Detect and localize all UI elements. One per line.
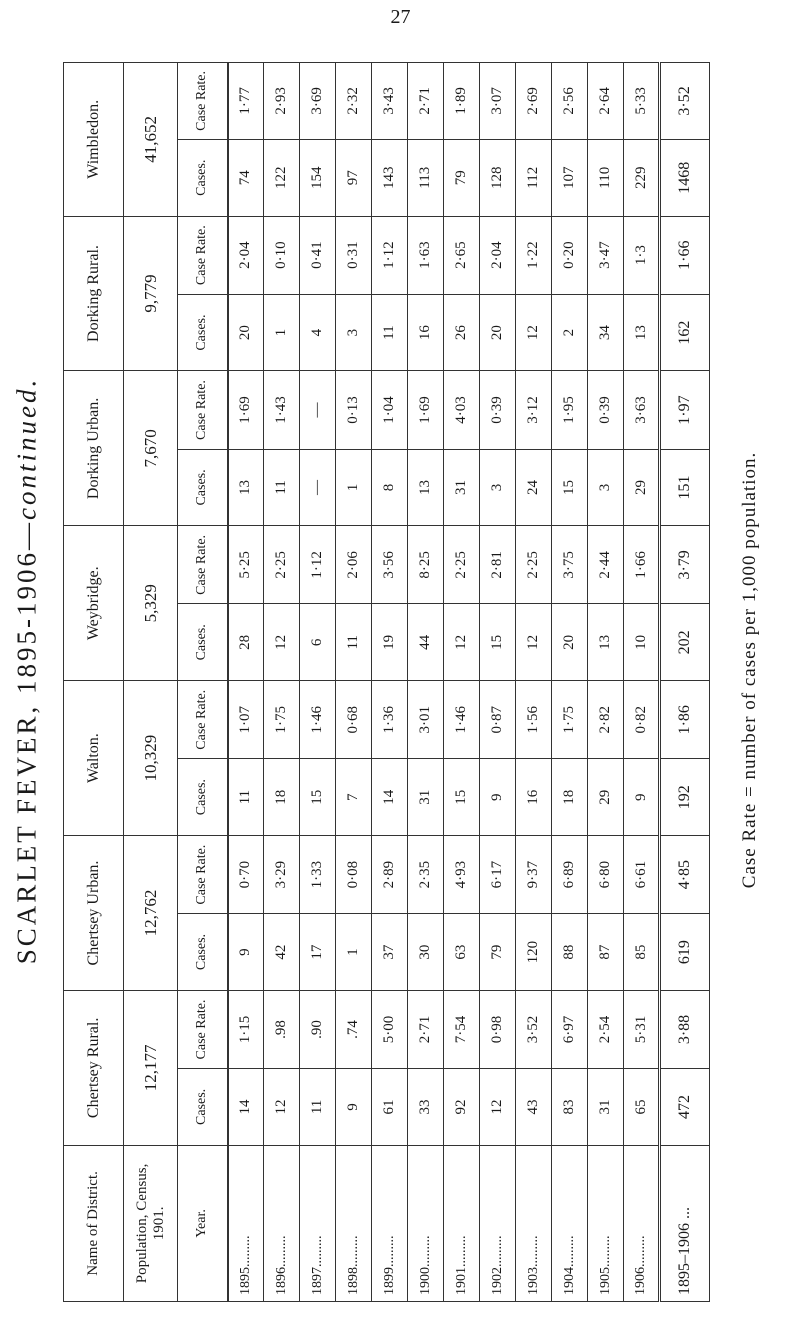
cases-cell: 143 bbox=[372, 139, 408, 216]
year-cell: 1897......... bbox=[300, 1145, 336, 1301]
cases-cell: 30 bbox=[408, 914, 444, 991]
case-rate-cell: 0·10 bbox=[264, 216, 300, 294]
case-rate-cell: 7·54 bbox=[444, 990, 480, 1068]
case-rate-cell: 1·69 bbox=[408, 371, 444, 449]
cases-cell: 31 bbox=[444, 449, 480, 526]
case-rate-cell: 3·29 bbox=[264, 836, 300, 914]
case-rate-cell: 9·37 bbox=[516, 836, 552, 914]
case-rate-cell: 1·86 bbox=[660, 681, 710, 759]
cases-cell: 110 bbox=[588, 139, 624, 216]
case-rate-cell: 3·07 bbox=[480, 63, 516, 140]
total-row bbox=[660, 63, 710, 1302]
cases-cell: 18 bbox=[552, 759, 588, 836]
table-row bbox=[444, 63, 480, 1302]
table-rotator bbox=[63, 62, 709, 1302]
cases-cell: 34 bbox=[588, 294, 624, 371]
cases-cell: 29 bbox=[624, 449, 660, 526]
case-rate-cell: 1·56 bbox=[516, 681, 552, 759]
cases-cell: 202 bbox=[660, 604, 710, 681]
case-rate-cell: 1·69 bbox=[228, 371, 264, 449]
case-rate-cell: 3·43 bbox=[372, 63, 408, 140]
cases-cell: 192 bbox=[660, 759, 710, 836]
case-rate-cell: 2·06 bbox=[336, 526, 372, 604]
cases-cell: 154 bbox=[300, 139, 336, 216]
case-rate-cell: 0·68 bbox=[336, 681, 372, 759]
population-header: Population, Census, 1901. bbox=[124, 1145, 178, 1301]
cases-cell: 13 bbox=[228, 449, 264, 526]
cases-cell: 74 bbox=[228, 139, 264, 216]
cases-cell: 28 bbox=[228, 604, 264, 681]
cases-cell: 15 bbox=[552, 449, 588, 526]
case-rate-cell: .98 bbox=[264, 990, 300, 1068]
cases-cell: 19 bbox=[372, 604, 408, 681]
case-rate-cell: 2·56 bbox=[552, 63, 588, 140]
year-cell: 1903......... bbox=[516, 1145, 552, 1301]
case-rate-cell: 2·93 bbox=[264, 63, 300, 140]
year-cell: 1898......... bbox=[336, 1145, 372, 1301]
case-rate-cell: 0·20 bbox=[552, 216, 588, 294]
case-rate-cell: 8·25 bbox=[408, 526, 444, 604]
case-rate-cell: 1·12 bbox=[372, 216, 408, 294]
cases-cell: 229 bbox=[624, 139, 660, 216]
case-rate-cell: 3·88 bbox=[660, 990, 710, 1068]
case-rate-cell: 0·39 bbox=[588, 371, 624, 449]
case-rate-cell: 2·04 bbox=[480, 216, 516, 294]
case-rate-cell: 0·82 bbox=[624, 681, 660, 759]
year-cell: 1904......... bbox=[552, 1145, 588, 1301]
cases-cell: 7 bbox=[336, 759, 372, 836]
cases-cell: 29 bbox=[588, 759, 624, 836]
case-rate-cell: 2·82 bbox=[588, 681, 624, 759]
table-row bbox=[624, 63, 660, 1302]
cases-cell: 113 bbox=[408, 139, 444, 216]
table-row bbox=[264, 63, 300, 1302]
case-rate-cell: 0·41 bbox=[300, 216, 336, 294]
cases-header: Cases. bbox=[178, 1069, 228, 1146]
cases-cell: 128 bbox=[480, 139, 516, 216]
case-rate-cell: 0·13 bbox=[336, 371, 372, 449]
cases-cell: 1 bbox=[264, 294, 300, 371]
table-row bbox=[516, 63, 552, 1302]
cases-cell: 9 bbox=[336, 1069, 372, 1146]
case-rate-cell: 1·89 bbox=[444, 63, 480, 140]
case-rate-cell: 1·46 bbox=[300, 681, 336, 759]
case-rate-cell: 2·89 bbox=[372, 836, 408, 914]
cases-header: Cases. bbox=[178, 759, 228, 836]
year-cell: 1902......... bbox=[480, 1145, 516, 1301]
table-container bbox=[63, 62, 709, 1302]
case-rate-header: Case Rate. bbox=[178, 681, 228, 759]
cases-cell: — bbox=[300, 449, 336, 526]
case-rate-cell: 2·71 bbox=[408, 63, 444, 140]
cases-cell: 4 bbox=[300, 294, 336, 371]
cases-cell: 3 bbox=[480, 449, 516, 526]
case-rate-cell: 2·25 bbox=[264, 526, 300, 604]
cases-cell: 12 bbox=[444, 604, 480, 681]
cases-cell: 31 bbox=[408, 759, 444, 836]
cases-cell: 61 bbox=[372, 1069, 408, 1146]
cases-cell: 1 bbox=[336, 914, 372, 991]
cases-cell: 3 bbox=[336, 294, 372, 371]
district-chertsey-urban: Chertsey Urban. bbox=[64, 836, 124, 991]
case-rate-cell: 1·66 bbox=[660, 216, 710, 294]
population-dorking-urban: 7,670 bbox=[124, 371, 178, 526]
cases-cell: 85 bbox=[624, 914, 660, 991]
year-cell: 1900......... bbox=[408, 1145, 444, 1301]
cases-cell: 16 bbox=[408, 294, 444, 371]
case-rate-cell: 1·66 bbox=[624, 526, 660, 604]
cases-cell: 11 bbox=[228, 759, 264, 836]
case-rate-cell: 1·63 bbox=[408, 216, 444, 294]
cases-cell: 107 bbox=[552, 139, 588, 216]
case-rate-cell: 2·25 bbox=[444, 526, 480, 604]
cases-cell: 162 bbox=[660, 294, 710, 371]
case-rate-cell: 1·75 bbox=[264, 681, 300, 759]
cases-cell: 151 bbox=[660, 449, 710, 526]
case-rate-cell: 2·54 bbox=[588, 990, 624, 1068]
cases-cell: 112 bbox=[516, 139, 552, 216]
population-weybridge: 5,329 bbox=[124, 526, 178, 681]
case-rate-cell: — bbox=[300, 371, 336, 449]
cases-cell: 12 bbox=[480, 1069, 516, 1146]
case-rate-cell: 3·01 bbox=[408, 681, 444, 759]
case-rate-cell: 6·17 bbox=[480, 836, 516, 914]
case-rate-header: Case Rate. bbox=[178, 526, 228, 604]
cases-cell: 79 bbox=[444, 139, 480, 216]
cases-cell: 12 bbox=[516, 294, 552, 371]
cases-cell: 33 bbox=[408, 1069, 444, 1146]
cases-cell: 20 bbox=[480, 294, 516, 371]
case-rate-cell: 3·52 bbox=[516, 990, 552, 1068]
case-rate-header: Case Rate. bbox=[178, 371, 228, 449]
district-weybridge: Weybridge. bbox=[64, 526, 124, 681]
cases-cell: 1468 bbox=[660, 139, 710, 216]
cases-cell: 472 bbox=[660, 1069, 710, 1146]
cases-cell: 120 bbox=[516, 914, 552, 991]
cases-header: Cases. bbox=[178, 604, 228, 681]
year-cell: 1905......... bbox=[588, 1145, 624, 1301]
case-rate-cell: 3·75 bbox=[552, 526, 588, 604]
cases-cell: 87 bbox=[588, 914, 624, 991]
case-rate-cell: 1·3 bbox=[624, 216, 660, 294]
cases-cell: 2 bbox=[552, 294, 588, 371]
cases-cell: 18 bbox=[264, 759, 300, 836]
district-walton: Walton. bbox=[64, 681, 124, 836]
district-chertsey-rural: Chertsey Rural. bbox=[64, 990, 124, 1145]
table-row bbox=[588, 63, 624, 1302]
table-row bbox=[336, 63, 372, 1302]
cases-header: Cases. bbox=[178, 449, 228, 526]
table-row bbox=[228, 63, 264, 1302]
case-rate-cell: 3·56 bbox=[372, 526, 408, 604]
population-chertsey-urban: 12,762 bbox=[124, 836, 178, 991]
case-rate-cell: 1·77 bbox=[228, 63, 264, 140]
case-rate-cell: 1·04 bbox=[372, 371, 408, 449]
case-rate-cell: 0·87 bbox=[480, 681, 516, 759]
case-rate-cell: 1·36 bbox=[372, 681, 408, 759]
year-cell: 1895–1906 ... bbox=[660, 1145, 710, 1301]
cases-cell: 37 bbox=[372, 914, 408, 991]
population-dorking-rural: 9,779 bbox=[124, 216, 178, 371]
name-of-district-header: Name of District. bbox=[64, 1145, 124, 1301]
case-rate-cell: 3·12 bbox=[516, 371, 552, 449]
case-rate-cell: 1·75 bbox=[552, 681, 588, 759]
cases-cell: 12 bbox=[264, 604, 300, 681]
case-rate-header: Case Rate. bbox=[178, 836, 228, 914]
case-rate-cell: 1·07 bbox=[228, 681, 264, 759]
case-rate-cell: 3·52 bbox=[660, 63, 710, 140]
cases-cell: 24 bbox=[516, 449, 552, 526]
case-rate-header: Case Rate. bbox=[178, 990, 228, 1068]
year-cell: 1899......... bbox=[372, 1145, 408, 1301]
case-rate-cell: 1·15 bbox=[228, 990, 264, 1068]
table-row bbox=[480, 63, 516, 1302]
case-rate-cell: 2·35 bbox=[408, 836, 444, 914]
cases-cell: 43 bbox=[516, 1069, 552, 1146]
cases-cell: 11 bbox=[264, 449, 300, 526]
table-row bbox=[552, 63, 588, 1302]
cases-cell: 17 bbox=[300, 914, 336, 991]
cases-cell: 122 bbox=[264, 139, 300, 216]
case-rate-cell: 1·46 bbox=[444, 681, 480, 759]
cases-cell: 13 bbox=[624, 294, 660, 371]
title-main: SCARLET FEVER, 1895-1906— bbox=[11, 519, 42, 964]
table-row bbox=[300, 63, 336, 1302]
cases-cell: 6 bbox=[300, 604, 336, 681]
case-rate-cell: 0·39 bbox=[480, 371, 516, 449]
case-rate-cell: 6·97 bbox=[552, 990, 588, 1068]
case-rate-cell: 0·70 bbox=[228, 836, 264, 914]
case-rate-cell: 5·31 bbox=[624, 990, 660, 1068]
case-rate-cell: 1·95 bbox=[552, 371, 588, 449]
cases-cell: 619 bbox=[660, 914, 710, 991]
case-rate-cell: 6·61 bbox=[624, 836, 660, 914]
case-rate-cell: 2·81 bbox=[480, 526, 516, 604]
case-rate-cell: 2·32 bbox=[336, 63, 372, 140]
cases-cell: 11 bbox=[300, 1069, 336, 1146]
case-rate-cell: 5·33 bbox=[624, 63, 660, 140]
cases-header: Cases. bbox=[178, 139, 228, 216]
footnote bbox=[720, 60, 780, 1280]
cases-cell: 9 bbox=[228, 914, 264, 991]
footnote-text: Case Rate = number of cases per 1,000 population. bbox=[739, 451, 761, 889]
cases-cell: 15 bbox=[444, 759, 480, 836]
cases-header: Cases. bbox=[178, 294, 228, 371]
case-rate-header: Case Rate. bbox=[178, 63, 228, 140]
case-rate-cell: 3·69 bbox=[300, 63, 336, 140]
case-rate-header: Case Rate. bbox=[178, 216, 228, 294]
cases-cell: 79 bbox=[480, 914, 516, 991]
population-chertsey-rural: 12,177 bbox=[124, 990, 178, 1145]
year-cell: 1896......... bbox=[264, 1145, 300, 1301]
case-rate-cell: 1·97 bbox=[660, 371, 710, 449]
case-rate-cell: 1·22 bbox=[516, 216, 552, 294]
cases-cell: 65 bbox=[624, 1069, 660, 1146]
case-rate-cell: 5·00 bbox=[372, 990, 408, 1068]
year-cell: 1901......... bbox=[444, 1145, 480, 1301]
cases-cell: 14 bbox=[228, 1069, 264, 1146]
case-rate-cell: 2·04 bbox=[228, 216, 264, 294]
cases-cell: 44 bbox=[408, 604, 444, 681]
case-rate-cell: 1·12 bbox=[300, 526, 336, 604]
cases-cell: 1 bbox=[336, 449, 372, 526]
year-cell: 1895......... bbox=[228, 1145, 264, 1301]
cases-cell: 88 bbox=[552, 914, 588, 991]
cases-cell: 15 bbox=[480, 604, 516, 681]
population-wimbledon: 41,652 bbox=[124, 63, 178, 217]
district-wimbledon: Wimbledon. bbox=[64, 63, 124, 217]
case-rate-cell: 4·85 bbox=[660, 836, 710, 914]
cases-cell: 11 bbox=[336, 604, 372, 681]
table-row bbox=[408, 63, 444, 1302]
table-row bbox=[372, 63, 408, 1302]
scarlet-fever-table bbox=[63, 62, 710, 1302]
cases-header: Cases. bbox=[178, 914, 228, 991]
district-dorking-rural: Dorking Rural. bbox=[64, 216, 124, 371]
cases-cell: 8 bbox=[372, 449, 408, 526]
case-rate-cell: .74 bbox=[336, 990, 372, 1068]
cases-cell: 9 bbox=[480, 759, 516, 836]
cases-cell: 13 bbox=[408, 449, 444, 526]
cases-cell: 10 bbox=[624, 604, 660, 681]
year-cell: 1906......... bbox=[624, 1145, 660, 1301]
case-rate-cell: 2·64 bbox=[588, 63, 624, 140]
cases-cell: 12 bbox=[264, 1069, 300, 1146]
cases-cell: 14 bbox=[372, 759, 408, 836]
cases-cell: 26 bbox=[444, 294, 480, 371]
case-rate-cell: 6·89 bbox=[552, 836, 588, 914]
cases-cell: 15 bbox=[300, 759, 336, 836]
case-rate-cell: 3·79 bbox=[660, 526, 710, 604]
population-walton: 10,329 bbox=[124, 681, 178, 836]
cases-cell: 9 bbox=[624, 759, 660, 836]
case-rate-cell: 1·43 bbox=[264, 371, 300, 449]
cases-cell: 13 bbox=[588, 604, 624, 681]
title-suffix: continued. bbox=[11, 376, 42, 520]
cases-cell: 12 bbox=[516, 604, 552, 681]
cases-cell: 97 bbox=[336, 139, 372, 216]
case-rate-cell: 2·71 bbox=[408, 990, 444, 1068]
case-rate-cell: .90 bbox=[300, 990, 336, 1068]
case-rate-cell: 1·33 bbox=[300, 836, 336, 914]
cases-cell: 63 bbox=[444, 914, 480, 991]
case-rate-cell: 6·80 bbox=[588, 836, 624, 914]
cases-cell: 20 bbox=[552, 604, 588, 681]
cases-cell: 83 bbox=[552, 1069, 588, 1146]
cases-cell: 20 bbox=[228, 294, 264, 371]
case-rate-cell: 2·69 bbox=[516, 63, 552, 140]
case-rate-cell: 4·03 bbox=[444, 371, 480, 449]
cases-cell: 42 bbox=[264, 914, 300, 991]
case-rate-cell: 4·93 bbox=[444, 836, 480, 914]
case-rate-cell: 5·25 bbox=[228, 526, 264, 604]
year-header: Year. bbox=[178, 1145, 228, 1301]
case-rate-cell: 2·44 bbox=[588, 526, 624, 604]
case-rate-cell: 0·31 bbox=[336, 216, 372, 294]
case-rate-cell: 2·25 bbox=[516, 526, 552, 604]
page-title bbox=[2, 60, 52, 1280]
cases-cell: 31 bbox=[588, 1069, 624, 1146]
case-rate-cell: 3·63 bbox=[624, 371, 660, 449]
cases-cell: 16 bbox=[516, 759, 552, 836]
case-rate-cell: 0·08 bbox=[336, 836, 372, 914]
case-rate-cell: 2·65 bbox=[444, 216, 480, 294]
cases-cell: 3 bbox=[588, 449, 624, 526]
case-rate-cell: 0·98 bbox=[480, 990, 516, 1068]
case-rate-cell: 3·47 bbox=[588, 216, 624, 294]
cases-cell: 11 bbox=[372, 294, 408, 371]
table-body bbox=[228, 63, 710, 1302]
page-number: 27 bbox=[390, 6, 411, 28]
cases-cell: 92 bbox=[444, 1069, 480, 1146]
district-dorking-urban: Dorking Urban. bbox=[64, 371, 124, 526]
